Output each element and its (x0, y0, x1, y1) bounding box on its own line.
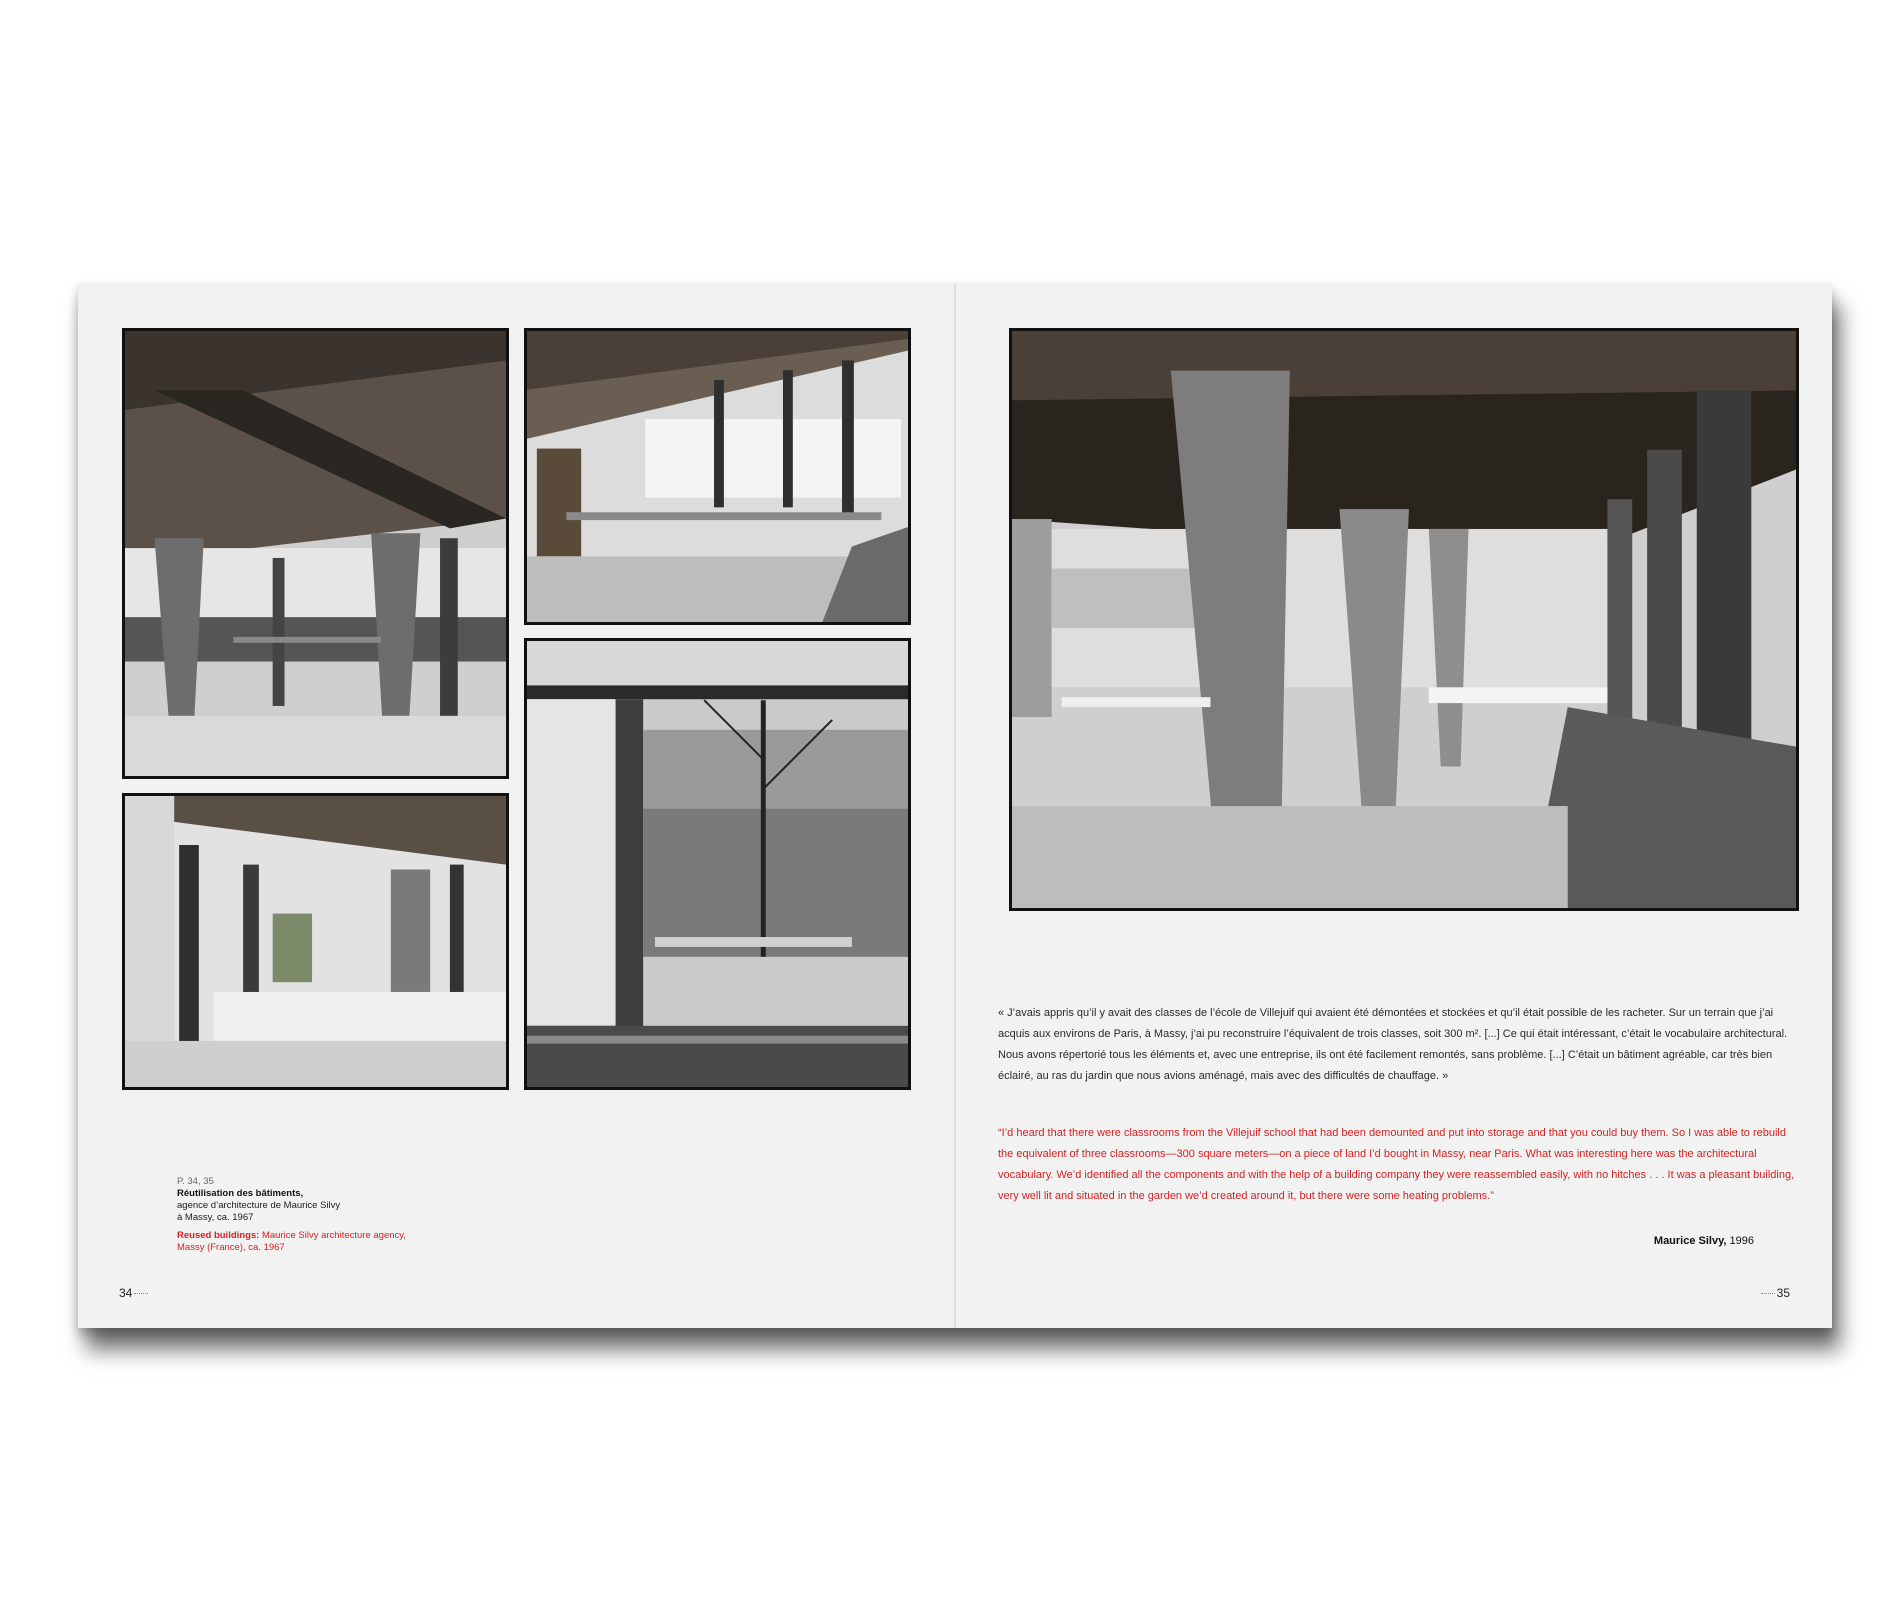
quote-french: « J’avais appris qu’il y avait des classes de l’école de Villejuif qui avaient été démontées et stockées et qu’il était possible de les racheter. Sur un terrain que j’ai acquis aux environs de Paris, à Massy, j’ai pu reconstruire l’équivalent de trois classes, soit 300 m². [...] Ce qui était intéressant, c’était le vocabulaire architectural. Nous avons répertorié tous les éléments et, avec une entreprise, ils ont été facilement remontés, sans problème. [...] C’était un bâtiment agréable, car très bien éclairé, au ras du jardin que nous avions aménagé, mais avec des difficultés de chauffage. » (998, 1007, 1788, 1082)
caption-english (177, 1230, 417, 1254)
photo-facade-with-tree (524, 638, 911, 1090)
page-number-left (119, 1286, 150, 1300)
photo-interior-roof-beams (122, 328, 509, 779)
caption-english-text: Maurice Silvy architecture agency, Massy (France), ca. 1967 (177, 1230, 406, 1253)
photo-caption (177, 1176, 417, 1254)
author-year: 1996 (1726, 1235, 1754, 1247)
caption-page-ref: P. 34, 35 (177, 1176, 214, 1187)
gutter (954, 283, 956, 1328)
folio-dots-left (134, 1293, 148, 1294)
photo-drafting-room-windows (524, 328, 911, 625)
quote-author (1654, 1235, 1754, 1247)
caption-line-1: agence d’architecture de Maurice Silvy (177, 1200, 341, 1211)
page-number-left-value: 34 (119, 1286, 133, 1300)
page-number-right (1759, 1286, 1790, 1300)
author-name: Maurice Silvy, (1653, 1235, 1727, 1247)
quote-english: “I’d heard that there were classrooms from the Villejuif school that had been demounted and put into storage and that you could buy them. So I was able to rebuild the equivalent of three classrooms—300 square meters—on a piece of land I’d bought in Massy, near Paris. What was interesting here was the architectural vocabulary. We’d identified all the components and with the help of a building company they were reassembled easily, with no hitches . . . It was a pleasant building, very well lit and situated in the garden we’d created around it, but there were some heating problems.” (998, 1127, 1795, 1202)
book-spread (78, 283, 1832, 1328)
photo-large-interior-columns (1009, 328, 1799, 911)
caption-title: Réutilisation des bâtiments, (177, 1188, 304, 1199)
photo-interior-drafting-tables (122, 793, 509, 1090)
page-number-right-value: 35 (1776, 1286, 1790, 1300)
caption-line-2: à Massy, ca. 1967 (177, 1212, 254, 1223)
folio-dots-right (1761, 1293, 1775, 1294)
caption-english-title: Reused buildings: (177, 1230, 260, 1241)
